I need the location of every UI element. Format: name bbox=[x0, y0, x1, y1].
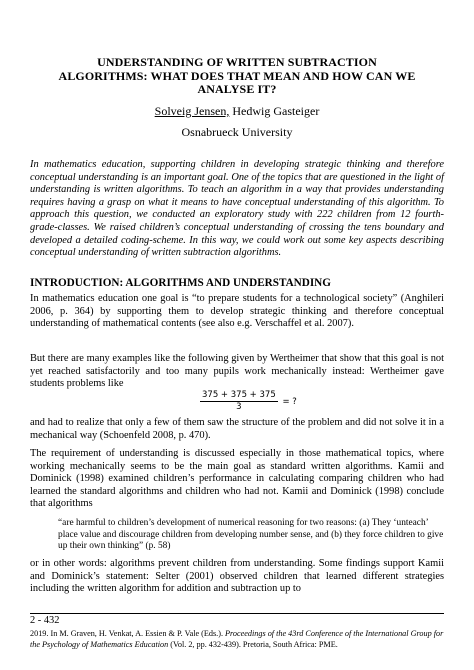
citation-footer bbox=[30, 629, 444, 650]
page-number: 2 - 432 bbox=[30, 615, 60, 626]
formula-equals: = ? bbox=[282, 396, 297, 407]
paper-title bbox=[40, 56, 434, 97]
title-line-3: ANALYSE IT? bbox=[197, 82, 277, 96]
paragraph-4: The requirement of understanding is discussed especially in those mathematical topics, where working mechanically seems to be the main goal as standard written algorithms. Kamii and Dominick (1998) examined children’s performance in calculating comparing children who had learned the standard algorithms and children who had not. Kamii and Dominick (1998) conclude that algorithms bbox=[30, 448, 444, 510]
authors bbox=[0, 104, 474, 118]
citation-prefix: 2019. In M. Graven, H. Venkat, A. Essien & P. Vale (Eds.). bbox=[30, 629, 226, 638]
abstract: In mathematics education, supporting children in developing strategic thinking and therefore conceptual understanding is an important goal. One of the topics that are questioned in the light of understanding is written algorithms. To teach an algorithm in a way that provides understanding requires having a grasp on what it means to have conceptual understanding of this algorithm. To approach this question, we conducted an exploratory study with 222 children from 12 fourth-grade-classes. We raised children’s conceptual understanding of crossing the tens boundary and developed a detailed coding-scheme. In this way, we could work out some key aspects describing conceptual understanding of written subtraction algorithms. bbox=[30, 159, 444, 259]
formula bbox=[200, 390, 297, 413]
formula-denominator: 3 bbox=[236, 402, 242, 412]
paragraph-3: and had to realize that only a few of them saw the structure of the problem and did not solve it in a mechanical way (Schoenfeld 2008, p. 470). bbox=[30, 417, 444, 441]
paragraph-2: But there are many examples like the following given by Wertheimer that show that this goal is not yet reached satisfactorily and too many pupils work mechanically instead: Wertheimer gave students problems like bbox=[30, 353, 444, 390]
co-author: Hedwig Gasteiger bbox=[229, 104, 320, 118]
formula-fraction bbox=[200, 390, 278, 413]
formula-numerator: 375 + 375 + 375 bbox=[202, 390, 276, 400]
section-heading: INTRODUCTION: ALGORITHMS AND UNDERSTANDING bbox=[30, 277, 331, 289]
title-line-1: UNDERSTANDING OF WRITTEN SUBTRACTION bbox=[97, 55, 377, 69]
block-quote: “are harmful to children’s development of numerical reasoning for two reasons: (a) They ‘unteach’ place value and discourage children from developing number sense, and (b) they force children to give up their own thinking” (p. 58) bbox=[58, 518, 444, 552]
footer-rule bbox=[30, 613, 444, 614]
citation-title: Proceedings of the 43rd Conference of the International Group for the Psychology of Mathematics Education bbox=[30, 629, 444, 649]
presenting-author: Solveig Jensen, bbox=[154, 104, 230, 118]
title-line-2: ALGORITHMS: WHAT DOES THAT MEAN AND HOW CAN WE bbox=[58, 68, 416, 83]
citation-suffix: (Vol. 2, pp. 432-439). Pretoria, South Africa: PME. bbox=[168, 639, 338, 649]
paragraph-5: or in other words: algorithms prevent children from understanding. Some findings support Kamii and Dominick’s statement: Selter (2001) observed children that learned different strategies including the written algorithm for addition and subtraction up to bbox=[30, 558, 444, 595]
affiliation: Osnabrueck University bbox=[181, 125, 293, 139]
paragraph-1: In mathematics education one goal is “to prepare students for a technological society” (Anghileri 2006, p. 364) by supporting them to develop strategic thinking and therefore conceptual understanding of mathematical contents (see also e.g. Verschaffel et al. 2007). bbox=[30, 293, 444, 330]
